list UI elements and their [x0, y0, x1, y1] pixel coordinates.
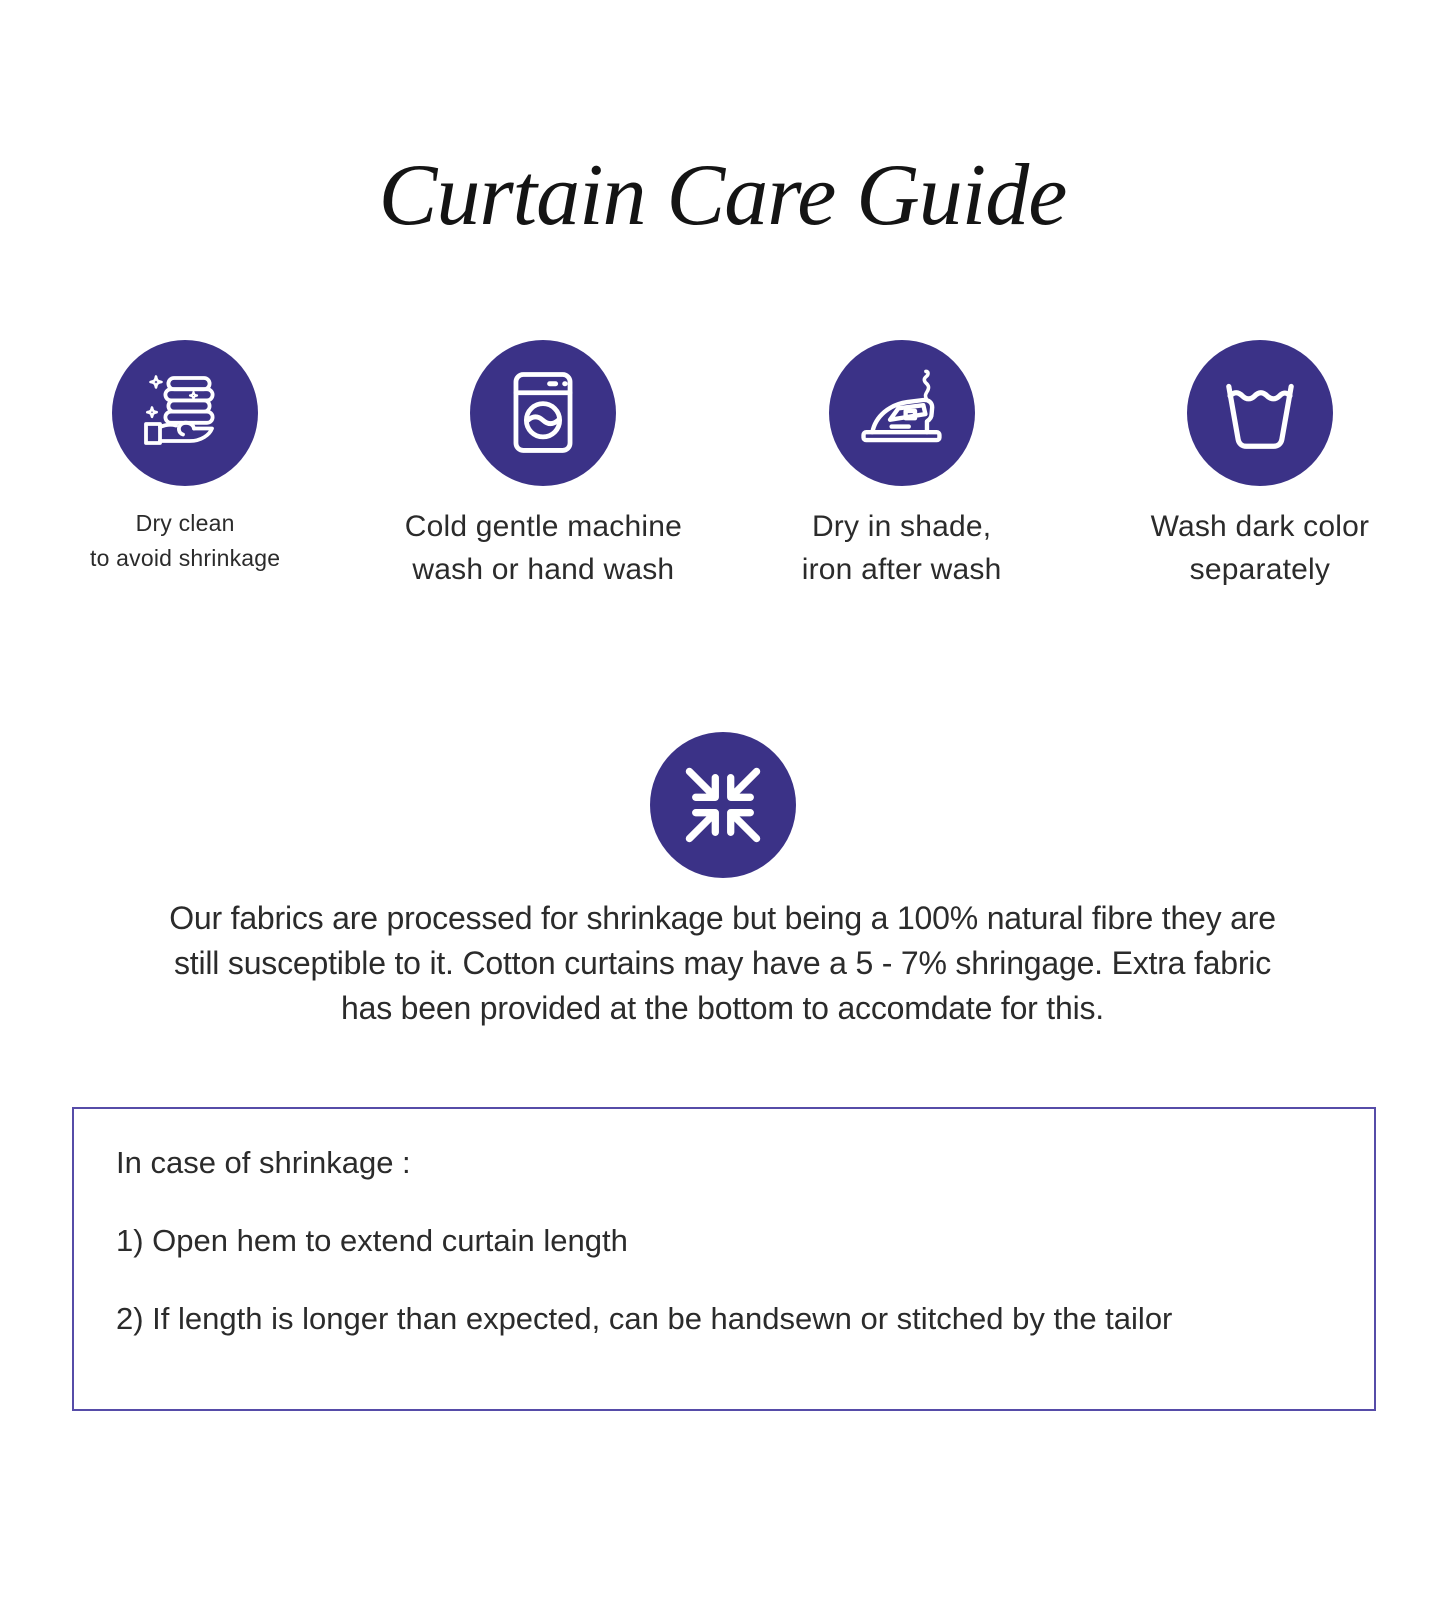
instructions-heading: In case of shrinkage : — [116, 1144, 411, 1180]
shrink-arrows-icon — [653, 735, 793, 875]
care-item-wash-separately — [1086, 340, 1434, 591]
care-item-label — [802, 506, 1002, 591]
care-item-label — [90, 506, 280, 575]
care-item-iron — [728, 340, 1076, 591]
care-item-machine-wash — [369, 340, 717, 591]
machine-wash-icon — [491, 361, 595, 465]
care-item-label-line: Dry clean — [135, 510, 235, 537]
iron-icon — [850, 361, 954, 465]
shrinkage-note-line: has been provided at the bottom to accomdate for this. — [341, 989, 1104, 1026]
iron-icon-badge — [829, 340, 975, 486]
care-item-label-line: wash or hand wash — [412, 552, 675, 586]
instruction-item: 2) If length is longer than expected, can be handsewn or stitched by the tailor — [116, 1300, 1173, 1336]
shrinkage-note-line: Our fabrics are processed for shrinkage but being a 100% natural fibre they are — [169, 899, 1276, 936]
care-item-dry-clean — [11, 340, 359, 591]
care-icons-row — [0, 340, 1445, 591]
care-item-label-line: to avoid shrinkage — [89, 544, 281, 571]
dry-clean-icon — [135, 363, 235, 463]
wash-basin-icon-badge — [1187, 340, 1333, 486]
page-title: Curtain Care Guide — [378, 147, 1067, 244]
care-item-label-line: separately — [1189, 552, 1331, 586]
shrinkage-note-line: still susceptible to it. Cotton curtains may have a 5 - 7% shringage. Extra fabric — [173, 944, 1271, 981]
dry-clean-icon-badge — [112, 340, 258, 486]
shrinkage-note — [0, 896, 1445, 1031]
care-item-label — [1151, 506, 1370, 591]
machine-wash-icon-badge — [470, 340, 616, 486]
care-item-label-line: iron after wash — [801, 552, 1002, 586]
shrinkage-instructions-box — [72, 1107, 1376, 1411]
instruction-item: 1) Open hem to extend curtain length — [116, 1222, 628, 1258]
care-item-label-line: Cold gentle machine — [404, 510, 683, 544]
shrinkage-icon-row — [0, 732, 1445, 878]
care-item-label-line: Wash dark color — [1150, 510, 1370, 544]
care-item-label-line: Dry in shade, — [811, 510, 992, 544]
wash-basin-icon — [1208, 361, 1312, 465]
care-item-label — [405, 506, 682, 591]
shrink-arrows-icon-badge — [650, 732, 796, 878]
